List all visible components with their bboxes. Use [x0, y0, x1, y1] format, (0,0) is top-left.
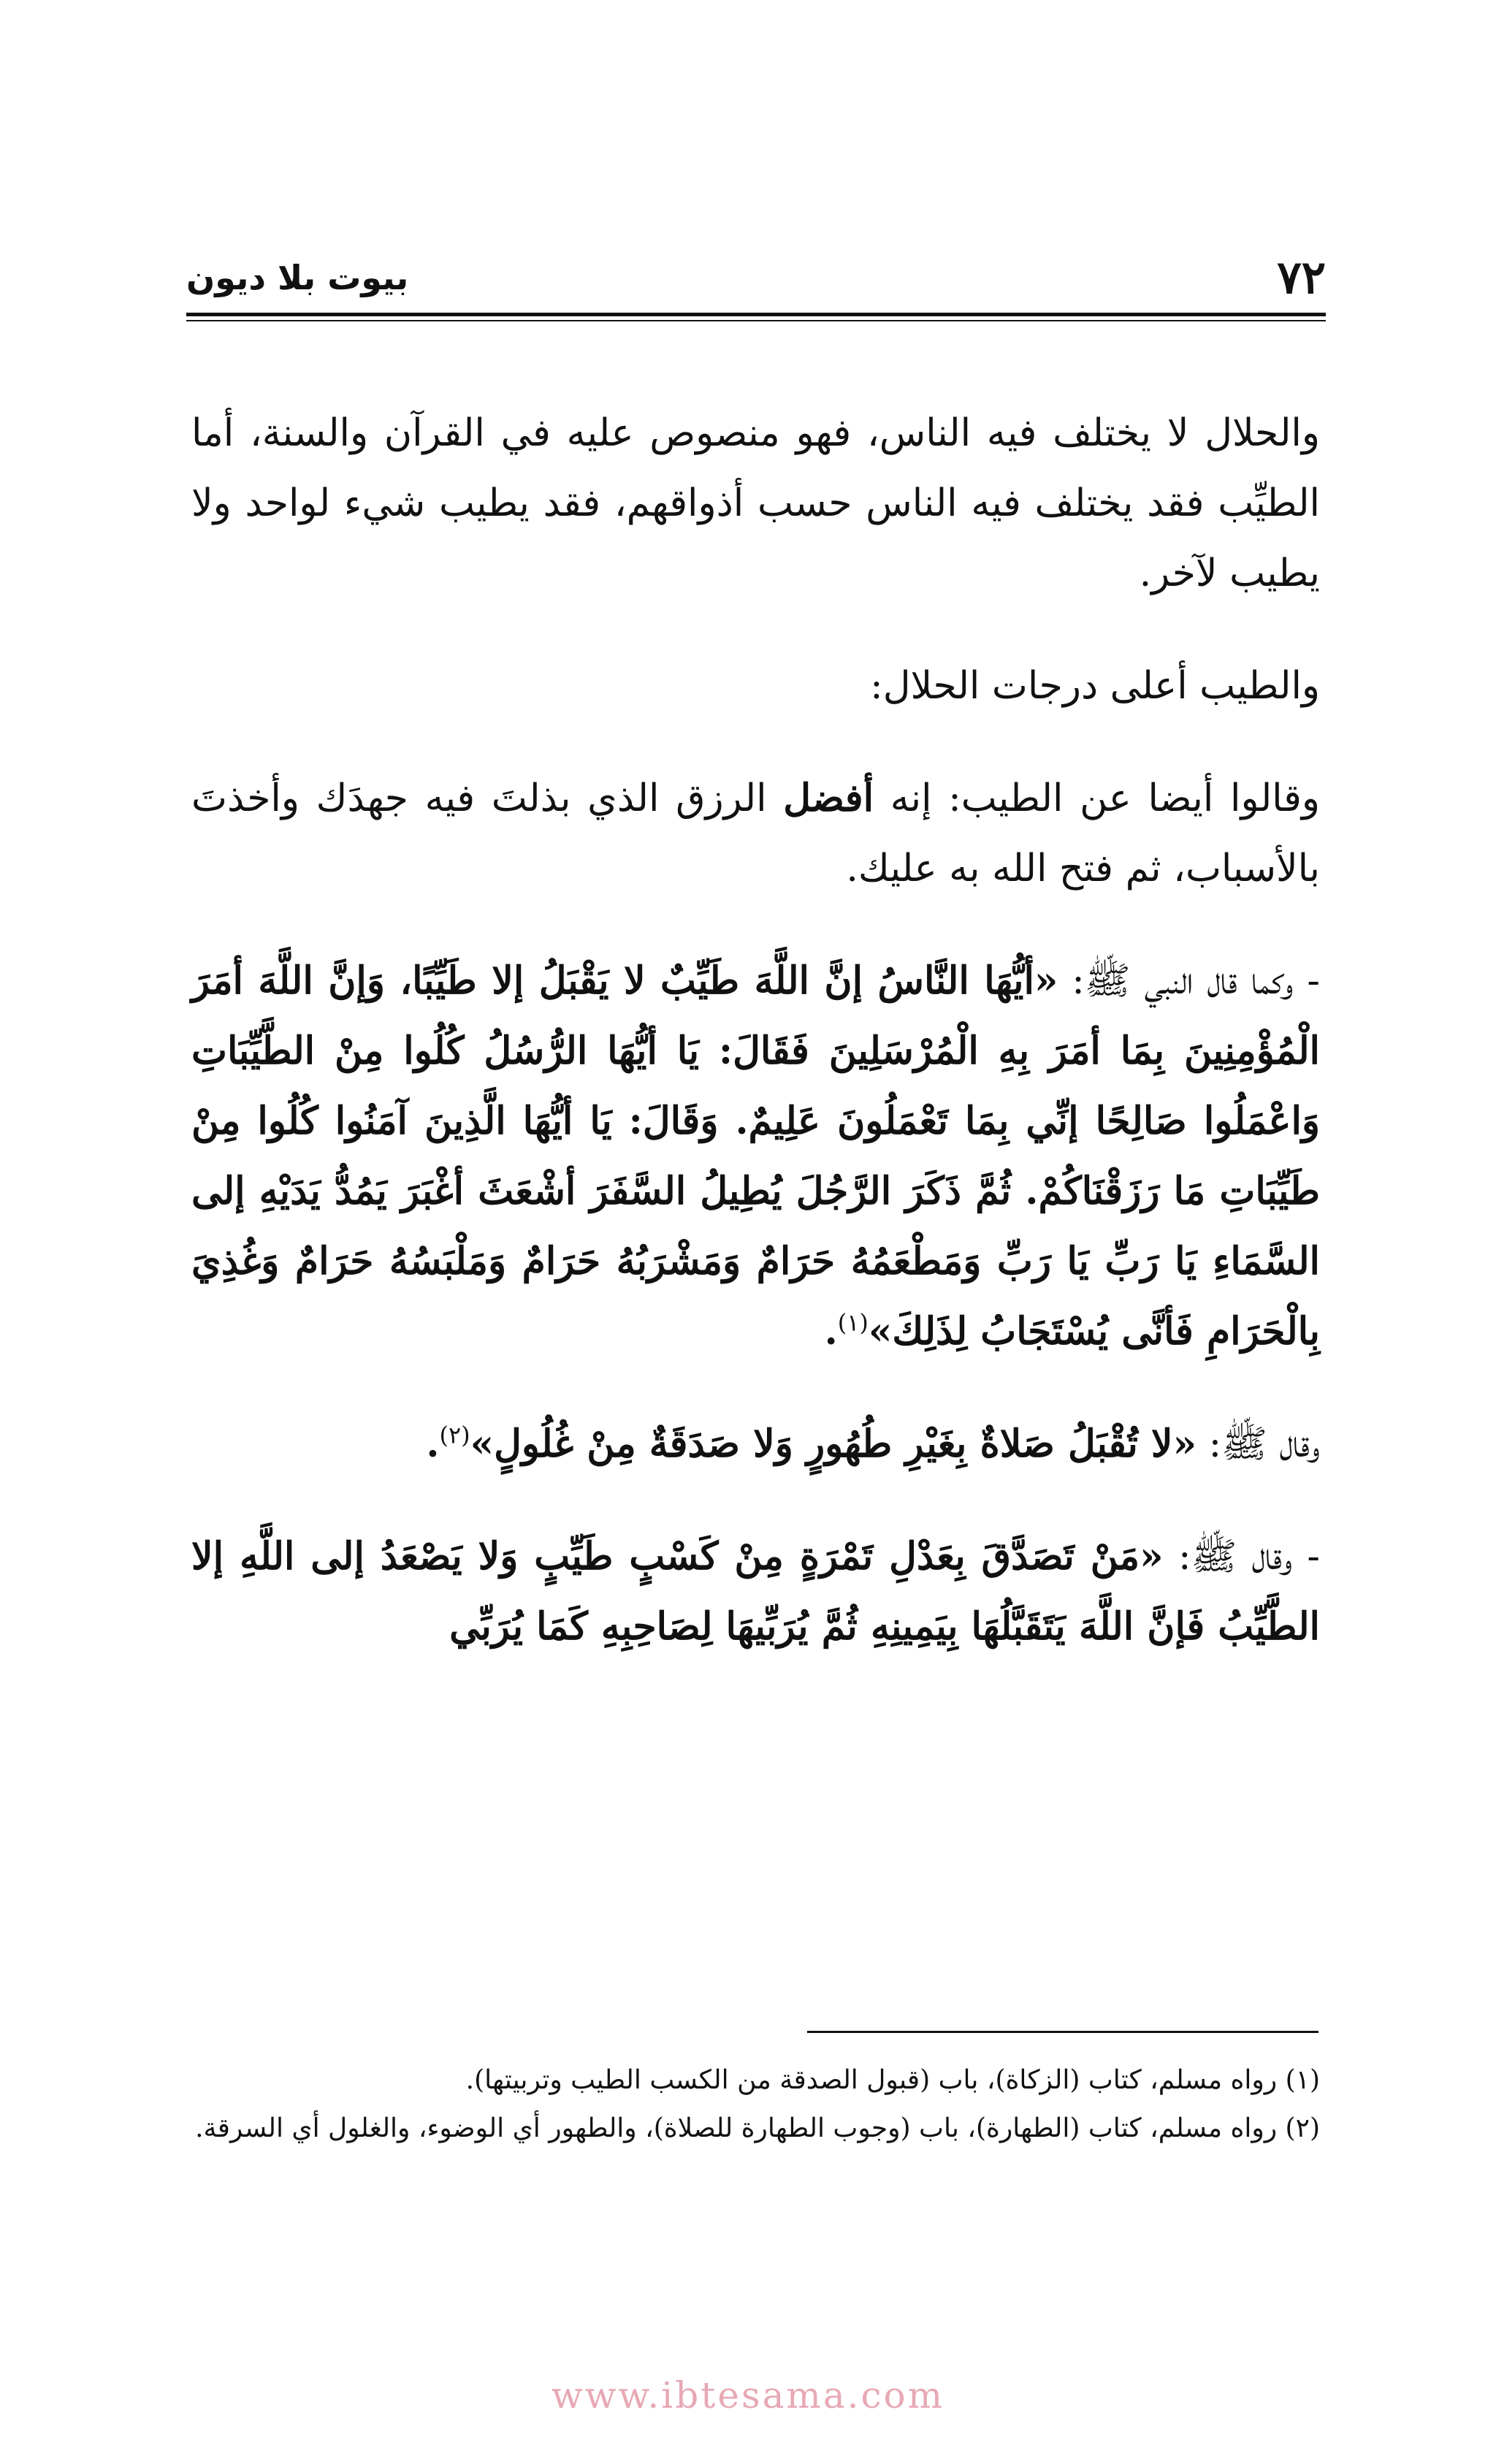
- page-number: ٧٢: [1277, 251, 1326, 304]
- footnote-1: (١) رواه مسلم، كتاب (الزكاة)، باب (قبول الصدقة من الكسب الطيب وتربيتها).: [465, 2065, 1320, 2095]
- hadith-text: «مَنْ تَصَدَّقَ بِعَدْلِ تَمْرَةٍ مِنْ كَسْبٍ طَيِّبٍ وَلا يَصْعَدُ إلى اللَّهِ إلا الطَّيِّبُ فَإنَّ اللَّهَ يَتَقَبَّلُهَا بِيَمِينِهِ ثُمَّ يُرَبِّيهَا لِصَاحِبِهِ كَمَا يُرَبِّي: [191, 1534, 1320, 1649]
- hadith-allah-is-good: - وكما قال النبي ﷺ: «أيُّهَا النَّاسُ إنَّ اللَّهَ طَيِّبٌ لا يَقْبَلُ إلا طَيِّبًا، وَإنَّ اللَّهَ أمَرَ الْمُؤْمِنِينَ بِمَا أمَرَ بِهِ الْمُرْسَلِينَ فَقَالَ: يَا أيُّهَا الرُّسُلُ كُلُوا مِنْ الطَّيِّبَاتِ وَاعْمَلُوا صَالِحًا إنِّي بِمَا تَعْمَلُونَ عَلِيمٌ. وَقَالَ: يَا أيُّهَا الَّذِينَ آمَنُوا كُلُوا مِنْ طَيِّبَاتِ مَا رَزَقْنَاكُمْ. ثُمَّ ذَكَرَ الرَّجُلَ يُطِيلُ السَّفَرَ أشْعَثَ أغْبَرَ يَمُدُّ يَدَيْهِ إلى السَّمَاءِ يَا رَبِّ يَا رَبِّ وَمَطْعَمُهُ حَرَامٌ وَمَشْرَبُهُ حَرَامٌ وَمَلْبَسُهُ حَرَامٌ وَغُذِيَ بِالْحَرَامِ فَأنَّى يُسْتَجَابُ لِذَلِكَ»$^{(١)}$.: [191, 958, 1320, 1354]
- hadith-intro: وقال ﷺ:: [1197, 1422, 1320, 1466]
- paragraph-text: الرزق الذي بذلتَ فيه جهدَك وأخذتَ بالأسباب، ثم فتح الله به عليك.: [191, 777, 1320, 890]
- hadith-no-prayer-without-purification: وقال ﷺ: «لا تُقْبَلُ صَلاةٌ بِغَيْرِ طُهُورٍ وَلا صَدَقَةٌ مِنْ غُلُولٍ»$^{(٢)}$.: [426, 1421, 1320, 1466]
- paragraph-best-provision: [191, 763, 1320, 904]
- footnote-ref-2: (٢): [439, 1421, 470, 1449]
- footnote-separator: [807, 2031, 1318, 2033]
- hadith-intro: - وكما قال النبي ﷺ:: [1058, 959, 1320, 1003]
- running-title: بيوت بلا ديون: [186, 258, 409, 297]
- header-rule: [186, 313, 1326, 316]
- paragraph-halal-definition: والحلال لا يختلف فيه الناس، فهو منصوص عليه في القرآن والسنة، أما الطيِّب فقد يختلف فيه الناس حسب أذواقهم، فقد يطيب شيء لواحد ولا يطيب لآخر.: [191, 411, 1320, 595]
- watermark: www.ibtesama.com: [551, 2374, 945, 2417]
- header-rule-thin: [186, 320, 1326, 321]
- footnote-2: (٢) رواه مسلم، كتاب (الطهارة)، باب (وجوب الطهارة للصلاة)، والطهور أي الوضوء، والغلول أي السرقة.: [195, 2113, 1320, 2143]
- hadith-text: «أيُّهَا النَّاسُ إنَّ اللَّهَ طَيِّبٌ لا يَقْبَلُ إلا طَيِّبًا، وَإنَّ اللَّهَ أمَرَ الْمُؤْمِنِينَ بِمَا أمَرَ بِهِ الْمُرْسَلِينَ فَقَالَ: يَا أيُّهَا الرُّسُلُ كُلُوا مِنْ الطَّيِّبَاتِ وَاعْمَلُوا صَالِحًا إنِّي بِمَا تَعْمَلُونَ عَلِيمٌ. وَقَالَ: يَا أيُّهَا الَّذِينَ آمَنُوا كُلُوا مِنْ طَيِّبَاتِ مَا رَزَقْنَاكُمْ. ثُمَّ ذَكَرَ الرَّجُلَ يُطِيلُ السَّفَرَ أشْعَثَ أغْبَرَ يَمُدُّ يَدَيْهِ إلى السَّمَاءِ يَا رَبِّ يَا رَبِّ وَمَطْعَمُهُ حَرَامٌ وَمَشْرَبُهُ حَرَامٌ وَمَلْبَسُهُ حَرَامٌ وَغُذِيَ بِالْحَرَامِ فَأنَّى يُسْتَجَابُ لِذَلِكَ»: [191, 958, 1320, 1354]
- hadith-charity-date: [191, 1522, 1320, 1662]
- hadith-intro: - وقال ﷺ:: [1163, 1535, 1320, 1579]
- emphasis-word: أفضل: [783, 776, 874, 820]
- page-header: [186, 248, 1326, 307]
- paragraph-tayyib-degree: والطيب أعلى درجات الحلال:: [870, 664, 1320, 708]
- hadith-text: «لا تُقْبَلُ صَلاةٌ بِغَيْرِ طُهُورٍ وَلا صَدَقَةٌ مِنْ غُلُولٍ»: [470, 1422, 1197, 1466]
- footnotes: [191, 2056, 1320, 2153]
- page-body: [191, 398, 1320, 1704]
- paragraph-text: وقالوا أيضا عن الطيب: إنه: [874, 777, 1320, 820]
- footnote-ref-1: (١): [837, 1308, 869, 1337]
